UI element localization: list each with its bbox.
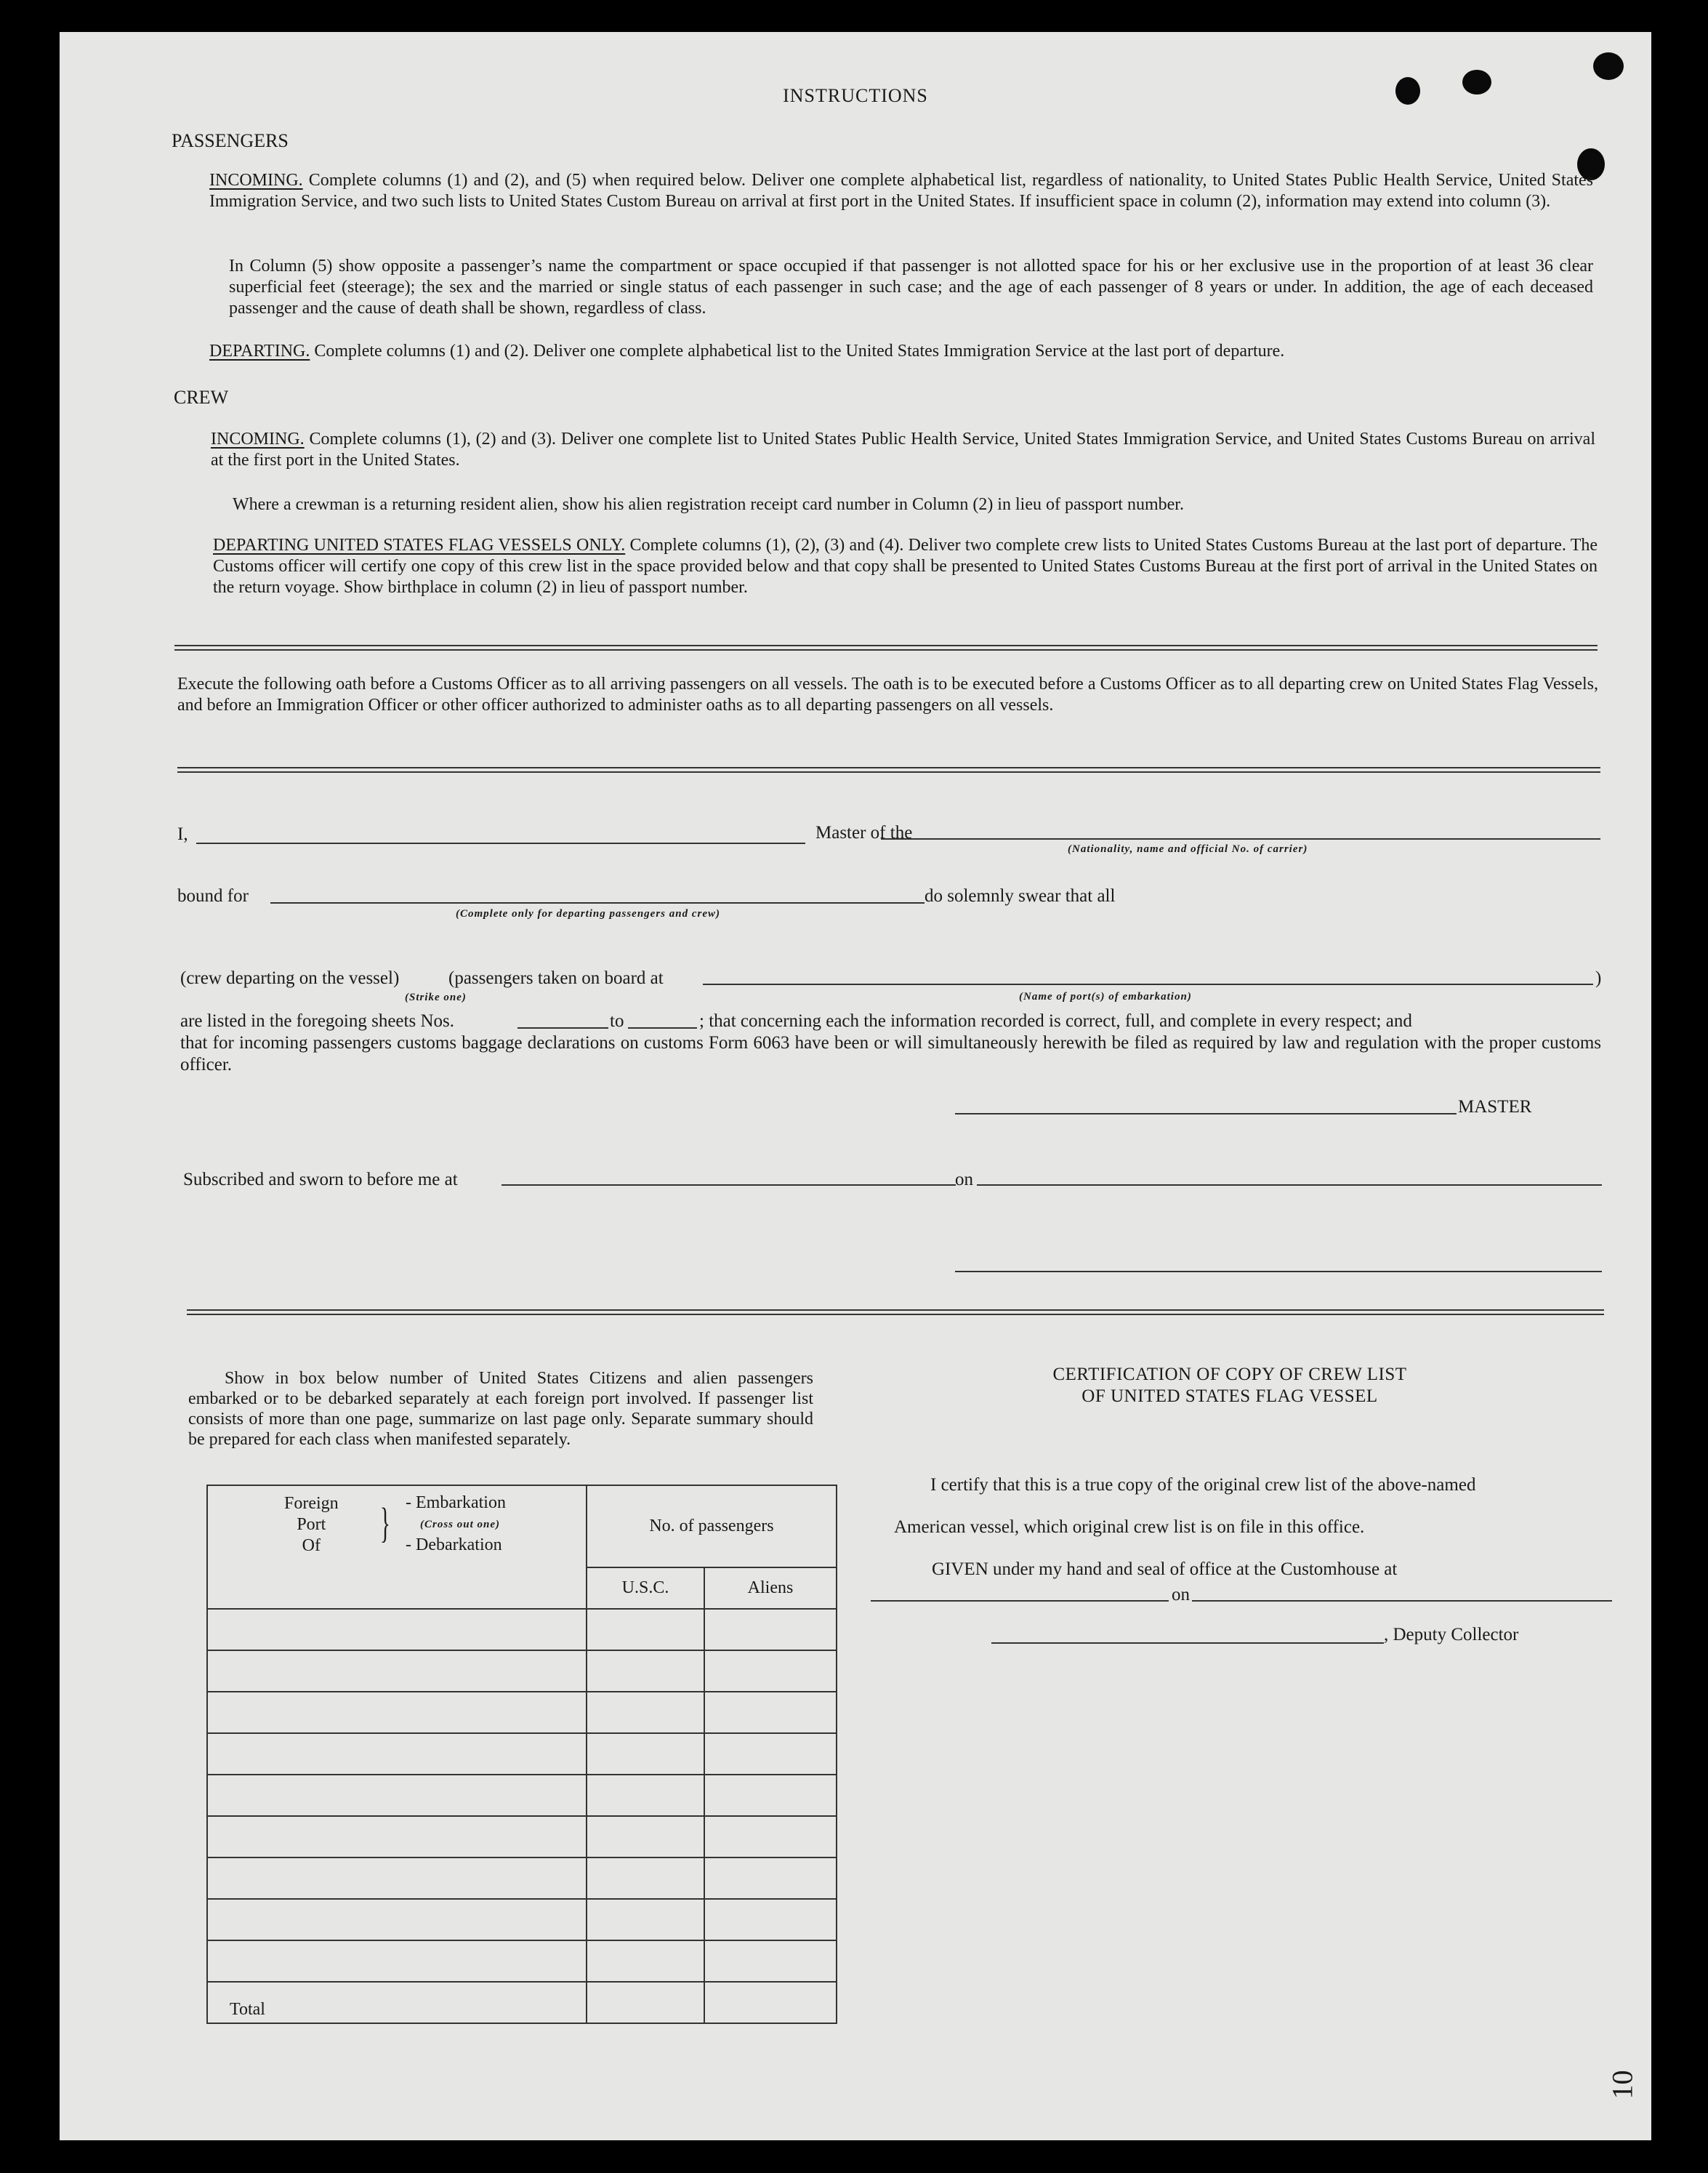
crew-incoming-label: INCOMING. [211,430,305,449]
baggage-declaration-text: that for incoming passengers customs baggage declarations on customs Form 6063 have been or will simultaneously herewith be filed as required by law and regulation with the proper customs officer. [180,1033,1601,1075]
listed-sheets-label: are listed in the foregoing sheets Nos. [180,1011,454,1031]
total-label: Total [207,1982,587,2023]
port-line [703,984,1593,985]
port-cell[interactable] [207,1692,587,1733]
aliens-total-cell[interactable] [704,1982,837,2023]
deputy-collector-label: , Deputy Collector [1384,1625,1519,1644]
master-name-line [196,843,805,844]
certification-heading-line-1: CERTIFICATION OF COPY OF CREW LIST [1052,1365,1407,1384]
certification-line-1: I certify that this is a true copy of the original crew list of the above-named [930,1475,1476,1495]
port-header-cell [207,1485,587,1609]
port-cell[interactable] [207,1775,587,1816]
customhouse-line [871,1600,1169,1602]
port-cell[interactable] [207,1857,587,1899]
sworn-place-line [501,1184,956,1186]
debarkation-label: - Debarkation [406,1535,502,1554]
form-sheet [60,32,1651,2140]
aliens-cell[interactable] [704,1609,837,1650]
aliens-cell[interactable] [704,1650,837,1692]
usc-cell[interactable] [587,1940,704,1982]
certification-heading [968,1364,1491,1407]
table-row [207,1692,837,1733]
embarkation-label: - Embarkation [406,1493,506,1512]
usc-cell[interactable] [587,1899,704,1940]
passengers-heading: PASSENGERS [172,130,289,151]
ink-blot [1593,52,1624,80]
crew-resident-paragraph: Where a crewman is a returning resident alien, show his alien registration receipt card number in Column (2) in lieu of passport number. [233,495,1184,514]
crew-heading: CREW [174,387,229,408]
bound-for-label: bound for [177,886,249,906]
port-cell[interactable] [207,1940,587,1982]
foreign-label: Foreign [284,1494,339,1513]
table-row [207,1775,837,1816]
crew-incoming-paragraph [211,429,1595,471]
passengers-departing-label: DEPARTING. [209,342,310,361]
aliens-cell[interactable] [704,1940,837,1982]
port-caption: (Name of port(s) of embarkation) [1019,991,1192,1003]
usc-cell[interactable] [587,1857,704,1899]
divider-double [174,645,1598,651]
table-row [207,1899,837,1940]
oath-i-label: I, [177,824,188,844]
complete-only-caption: (Complete only for departing passengers and crew) [456,908,720,920]
total-row [207,1982,837,2023]
passengers-taken-option: (passengers taken on board at [448,968,664,988]
passengers-departing-paragraph [209,341,1593,362]
usc-cell[interactable] [587,1609,704,1650]
certification-date-line [1192,1600,1612,1602]
bound-for-line [270,902,925,904]
crew-departing-option: (crew departing on the vessel) [180,968,400,988]
crew-departing-text: Complete columns (1), (2), (3) and (4). Deliver two complete crew lists to United States Customs Bureau at the last port of departure. The Customs officer will certify one copy of this crew list in the space provided below and that copy shall be presented to United States Customs Bureau at the first port of arrival in the United States on the return voyage. Show birthplace in column (2) in lieu of passport number. [213,536,1598,597]
table-row [207,1733,837,1775]
oath-intro: Execute the following oath before a Customs Officer as to all arriving passengers on all vessels. The oath is to be executed before a Customs Officer as to all departing crew on United States Flag Vessels, and before an Immigration Officer or other officer authorized to administer oaths as to all departing passengers on all vessels. [177,675,1598,715]
column5-paragraph: In Column (5) show opposite a passenger’s name the compartment or space occupied if that passenger is not allotted space for his or her exclusive use in the proportion of at least 36 clear superficial feet (steerage); the sex and the married or single status of each passenger in such case; and the age of each passenger of 8 years or under. In addition, the age of each deceased passenger and the cause of death shall be shown, regardless of class. [229,257,1593,318]
listed-correct-text: ; that concerning each the information recorded is correct, full, and complete in every respect; and [699,1011,1412,1031]
deputy-signature-line [991,1642,1384,1644]
aliens-cell[interactable] [704,1733,837,1775]
brace-glyph: } [379,1499,390,1546]
usc-total-cell[interactable] [587,1982,704,2023]
port-cell[interactable] [207,1899,587,1940]
nationality-caption: (Nationality, name and official No. of carrier) [1068,843,1308,855]
table-row [207,1609,837,1650]
table-row [207,1650,837,1692]
port-label: Port [297,1515,326,1534]
strike-one-caption: (Strike one) [405,992,467,1003]
aliens-cell[interactable] [704,1857,837,1899]
close-paren: ) [1595,968,1602,988]
officer-signature-line [955,1271,1602,1272]
cross-out-caption: (Cross out one) [420,1519,501,1530]
swear-label: do solemnly swear that all [925,886,1116,906]
sheet-from-line [517,1027,608,1029]
listed-to-label: to [610,1011,624,1031]
port-cell[interactable] [207,1816,587,1857]
carrier-line [881,838,1600,840]
usc-cell[interactable] [587,1775,704,1816]
page-mark: 10 [1606,2070,1639,2100]
divider-double [187,1309,1604,1315]
sworn-date-line [977,1184,1602,1186]
certification-heading-line-2: OF UNITED STATES FLAG VESSEL [1081,1386,1378,1406]
passengers-incoming-text: Complete columns (1) and (2), and (5) when required below. Deliver one complete alphabetical list, regardless of nationality, to United States Public Health Service, United States Immigration Service, and two such lists to United States Custom Bureau on arrival at first port in the United States. If insufficient space in column (2), information may extend into column (3). [209,171,1594,211]
master-signature-line [955,1113,1457,1114]
master-label: MASTER [1458,1097,1532,1117]
certification-line-3: GIVEN under my hand and seal of office at the Customhouse at [932,1559,1398,1579]
crew-departing-paragraph [213,535,1598,598]
master-of-the-label: Master of the [815,823,913,843]
divider-double [177,767,1600,773]
port-cell[interactable] [207,1609,587,1650]
certification-line-2: American vessel, which original crew list is on file in this office. [894,1517,1365,1537]
sworn-on-label: on [955,1170,973,1189]
usc-cell[interactable] [587,1816,704,1857]
crew-incoming-text: Complete columns (1), (2) and (3). Deliver one complete list to United States Public Health Service, United States Immigration Service, and United States Customs Bureau on arrival at the first port in the United States. [211,430,1595,470]
subscribed-label: Subscribed and sworn to before me at [183,1170,458,1189]
table-row [207,1857,837,1899]
aliens-header: Aliens [704,1567,837,1609]
aliens-cell[interactable] [704,1775,837,1816]
usc-cell[interactable] [587,1692,704,1733]
aliens-cell[interactable] [704,1692,837,1733]
sheet-to-line [628,1027,697,1029]
usc-header: U.S.C. [587,1567,704,1609]
certification-on-label: on [1172,1585,1190,1604]
summary-instructions: Show in box below number of United States Citizens and alien passengers embarked or to be debarked separately at each foreign port involved. If passenger list consists of more than one page, summarize on last page only. Separate summary should be prepared for each class when manifested separately. [188,1369,813,1449]
page-title: INSTRUCTIONS [783,85,928,106]
passenger-summary-table [206,1485,837,2024]
passengers-incoming-label: INCOMING. [209,171,303,190]
usc-cell[interactable] [587,1733,704,1775]
port-cell[interactable] [207,1733,587,1775]
passengers-departing-text: Complete columns (1) and (2). Deliver one complete alphabetical list to the United States Immigration Service at the last port of departure. [314,342,1285,361]
of-label: Of [302,1536,321,1555]
passengers-incoming-paragraph [209,170,1593,212]
no-passengers-header: No. of passengers [587,1485,837,1567]
crew-departing-label: DEPARTING UNITED STATES FLAG VESSELS ONLY. [213,536,626,555]
table-row [207,1940,837,1982]
aliens-cell[interactable] [704,1899,837,1940]
usc-cell[interactable] [587,1650,704,1692]
port-cell[interactable] [207,1650,587,1692]
table-row [207,1816,837,1857]
aliens-cell[interactable] [704,1816,837,1857]
